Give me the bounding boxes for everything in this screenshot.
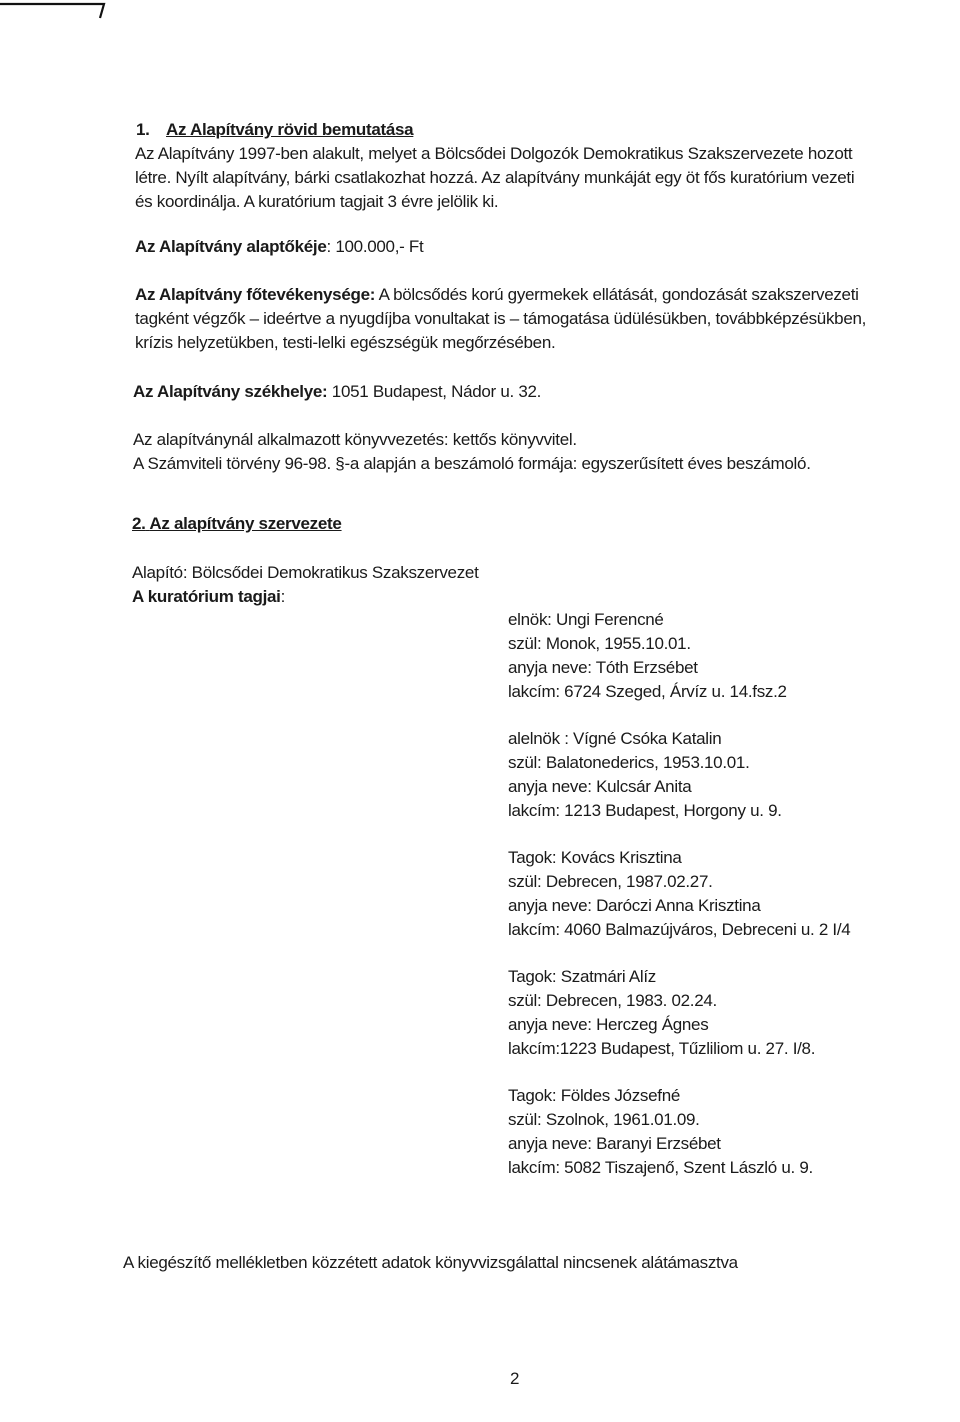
intro-line: Az Alapítvány 1997-ben alakult, melyet a Bölcsődei Dolgozók Demokratikus Szakszervezete hozott	[135, 144, 853, 163]
member-role: Tagok: Földes Józsefné	[508, 1086, 680, 1105]
board-label: A kuratórium tagjai	[132, 587, 281, 606]
section1-intro	[135, 142, 925, 214]
member-birth: szül: Monok, 1955.10.01.	[508, 634, 691, 653]
founder-line: Alapító: Bölcsődei Demokratikus Szakszervezet	[132, 563, 479, 582]
board-member-vice-president	[508, 727, 782, 823]
member-birth: szül: Balatonederics, 1953.10.01.	[508, 753, 750, 772]
member-address: lakcím: 4060 Balmazújváros, Debreceni u. 2 I/4	[508, 920, 851, 939]
intro-line: létre. Nyílt alapítvány, bárki csatlakozhat hozzá. Az alapítvány munkáját egy öt fős kuratórium vezeti	[135, 168, 855, 187]
board-member-president	[508, 608, 787, 704]
section2-heading	[132, 512, 342, 536]
page-number: 2	[510, 1369, 520, 1388]
member-address: lakcím:1223 Budapest, Tűzliliom u. 27. I/8.	[508, 1039, 816, 1058]
section1-heading	[136, 118, 413, 142]
section1-number: 1.	[136, 120, 150, 139]
capital-line	[135, 235, 423, 259]
member-address: lakcím: 6724 Szeged, Árvíz u. 14.fsz.2	[508, 682, 787, 701]
scan-corner-mark	[0, 0, 130, 40]
member-birth: szül: Debrecen, 1987.02.27.	[508, 872, 713, 891]
member-role: elnök: Ungi Ferencné	[508, 610, 664, 629]
member-mother: anyja neve: Tóth Erzsébet	[508, 658, 698, 677]
member-address: lakcím: 1213 Budapest, Horgony u. 9.	[508, 801, 782, 820]
bookkeeping-line: Az alapítványnál alkalmazott könyvvezetés: kettős könyvvitel.	[133, 430, 577, 449]
main-activity-line: krízis helyzetükben, testi-lelki egészségük megőrzésében.	[135, 333, 556, 352]
main-activity	[135, 283, 925, 355]
member-birth: szül: Debrecen, 1983. 02.24.	[508, 991, 717, 1010]
board-heading	[132, 585, 285, 609]
capital-value: : 100.000,- Ft	[326, 237, 424, 256]
seat-line	[133, 380, 541, 404]
member-role: Tagok: Szatmári Alíz	[508, 967, 657, 986]
board-colon: :	[280, 587, 286, 606]
member-mother: anyja neve: Herczeg Ágnes	[508, 1015, 709, 1034]
seat-label: Az Alapítvány székhelye:	[133, 382, 328, 401]
member-role: alelnök : Vígné Csóka Katalin	[508, 729, 722, 748]
footer-note: A kiegészítő mellékletben közzétett adatok könyvvizsgálattal nincsenek alátámasztva	[123, 1253, 738, 1272]
capital-label: Az Alapítvány alaptőkéje	[135, 237, 327, 256]
report-form-line: A Számviteli törvény 96-98. §-a alapján a beszámoló formája: egyszerűsített éves beszámoló.	[133, 454, 811, 473]
member-address: lakcím: 5082 Tiszajenő, Szent László u. 9.	[508, 1158, 813, 1177]
section2-title: Az alapítvány szervezete	[149, 514, 342, 533]
board-member	[508, 846, 850, 942]
seat-value: 1051 Budapest, Nádor u. 32.	[327, 382, 542, 401]
board-member	[508, 965, 815, 1061]
main-activity-line: tagként végzők – ideértve a nyugdíjba vonultakat is – támogatása üdülésükben, továbbképzésükben,	[135, 309, 867, 328]
member-mother: anyja neve: Daróczi Anna Krisztina	[508, 896, 761, 915]
member-mother: anyja neve: Baranyi Erzsébet	[508, 1134, 721, 1153]
member-role: Tagok: Kovács Krisztina	[508, 848, 682, 867]
section2-number: 2.	[132, 514, 146, 533]
board-member	[508, 1084, 813, 1180]
main-activity-label: Az Alapítvány főtevékenysége:	[135, 285, 376, 304]
section1-title: Az Alapítvány rövid bemutatása	[166, 120, 414, 139]
member-birth: szül: Szolnok, 1961.01.09.	[508, 1110, 700, 1129]
main-activity-line: A bölcsődés korú gyermekek ellátását, gondozását szakszervezeti	[375, 285, 859, 304]
intro-line: és koordinálja. A kuratórium tagjait 3 évre jelölik ki.	[135, 192, 499, 211]
member-mother: anyja neve: Kulcsár Anita	[508, 777, 692, 796]
